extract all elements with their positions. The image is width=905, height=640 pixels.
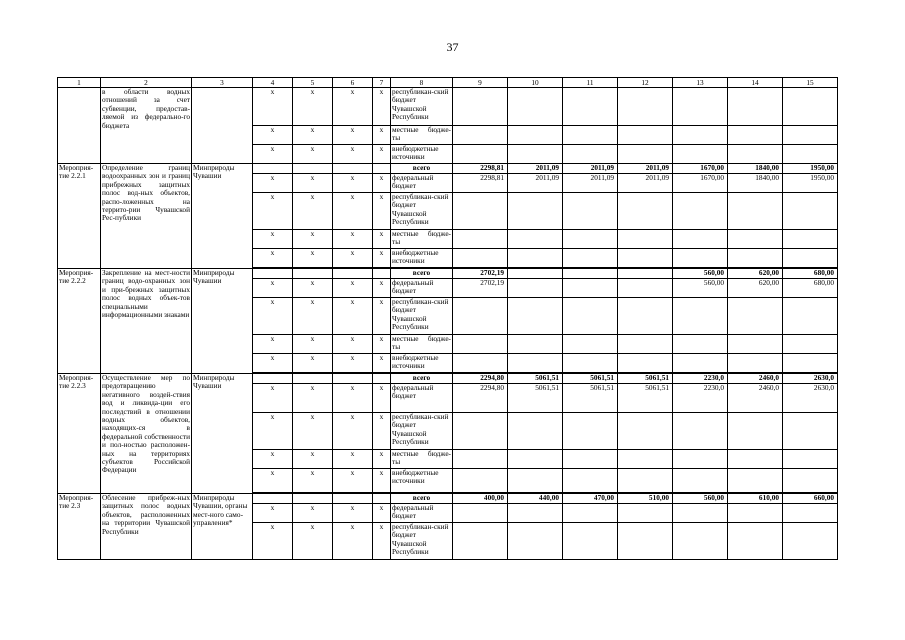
measure-description: Облесение прибреж-ных защитных полос водных объектов, расположенных на территории Чувашской Республики [101,494,192,560]
funding-source: внебюджетные источники [391,249,453,268]
funding-source: местные бюдже-ты [391,335,453,354]
table-row: x x x x федеральный бюджет 2702,19 560,00 620,00 680,00 [58,279,838,298]
table-row: x x x x республикан-ский бюджет Чувашской Республики [58,193,838,230]
table-row: x x x x республикан-ский бюджет Чувашской Республики [58,413,838,450]
table-row: Мероприя-тие 2.2.1 Определение границ водоохранных зон и границ прибрежных защитных полос вод-ных объектов, распо-ложенных на террито-рии Чувашской Рес-публики Минприроды Чувашии всего 2298,81 2011,09 2011,09 2011,09 1670,00 1840,00 1950,00 [58,164,838,174]
table-row: x x x x местные бюдже-ты [58,126,838,145]
table-row: в области водных отношений за счет субвенции, предостав-ляемой из федерально-го бюджета x x x x республикан-ский бюджет Чувашской Республики [58,88,838,126]
table-row: x x x x местные бюдже-ты [58,335,838,354]
header-cell: 7 [373,78,391,88]
table-row: x x x x федеральный бюджет [58,504,838,523]
funding-source: республикан-ский бюджет Чувашской Республики [391,193,453,230]
measure-executor: Минприроды Чувашии [192,374,253,494]
page-number: 37 [446,40,459,54]
header-cell: 13 [673,78,728,88]
funding-source: всего [391,269,453,279]
funding-source: местные бюдже-ты [391,450,453,469]
funding-source: местные бюдже-ты [391,126,453,145]
table-row: x x x x внебюджетные источники [58,249,838,268]
funding-source: внебюджетные источники [391,469,453,493]
header-cell: 4 [253,78,293,88]
funding-source: федеральный бюджет [391,174,453,193]
table-row: x x x x республикан-ский бюджет Чувашской Республики [58,523,838,560]
measure-code: Мероприя-тие 2.2.2 [58,269,101,374]
header-cell: 14 [728,78,783,88]
header-cell: 15 [783,78,838,88]
table-row: Мероприя-тие 2.2.3 Осуществление мер по предотвращению негативного воздей-ствия вод и ликвида-ции его последствий в отношении водных объектов, находящих-ся в федеральной собственности и пол-ностью расположен-ных на территориях субъектов Российской Федерации Минприроды Чувашии всего 2294,80 5061,51 5061,51 5061,51 2230,0 2460,0 2630,0 [58,374,838,384]
table-row: Мероприя-тие 2.3 Облесение прибреж-ных защитных полос водных объектов, расположенных на территории Чувашской Республики Минприроды Чувашии, органы мест-ного само-управления* всего 400,00 440,00 470,00 510,00 560,00 610,00 660,00 [58,494,838,504]
funding-source: республикан-ский бюджет Чувашской Республики [391,523,453,560]
table-row: x x x x внебюджетные источники [58,469,838,493]
funding-source: республикан-ский бюджет Чувашской Республики [391,413,453,450]
measure-description: Определение границ водоохранных зон и границ прибрежных защитных полос вод-ных объектов, распо-ложенных на террито-рии Чувашской Рес-публики [101,164,192,269]
table-row: x x x x внебюджетные источники [58,145,838,164]
funding-source: федеральный бюджет [391,384,453,413]
table-row: x x x x местные бюдже-ты [58,230,838,249]
funding-source: федеральный бюджет [391,504,453,523]
funding-source: федеральный бюджет [391,279,453,298]
funding-source: республикан-ский бюджет Чувашской Республики [391,88,453,126]
header-row [58,78,838,88]
funding-source: местные бюдже-ты [391,230,453,249]
measure-executor: Минприроды Чувашии [192,164,253,269]
funding-source: республикан-ский бюджет Чувашской Республики [391,298,453,335]
table-row: Мероприя-тие 2.2.2 Закрепление на мест-ности границ водо-охранных зон и при-брежных защитных полос водных объек-тов специальными информационными знаками Минприроды Чувашии всего 2702,19 560,00 620,00 680,00 [58,269,838,279]
measure-code: Мероприя-тие 2.2.3 [58,374,101,494]
header-cell: 6 [333,78,373,88]
budget-table [57,77,838,560]
header-cell: 8 [391,78,453,88]
table-row: x x x x внебюджетные источники [58,354,838,373]
header-cell: 9 [453,78,508,88]
measure-code: Мероприя-тие 2.2.1 [58,164,101,269]
measure-description: в области водных отношений за счет субвенции, предостав-ляемой из федерально-го бюджета [101,88,192,164]
header-cell: 12 [618,78,673,88]
table-row: x x x x республикан-ский бюджет Чувашской Республики [58,298,838,335]
table-row: x x x x местные бюдже-ты [58,450,838,469]
funding-source: всего [391,494,453,504]
measure-executor: Минприроды Чувашии [192,269,253,374]
measure-description: Закрепление на мест-ности границ водо-охранных зон и при-брежных защитных полос водных объек-тов специальными информационными знаками [101,269,192,374]
funding-source: внебюджетные источники [391,354,453,373]
funding-source: всего [391,164,453,174]
header-cell: 11 [563,78,618,88]
funding-source: всего [391,374,453,384]
measure-code: Мероприя-тие 2.3 [58,494,101,560]
table-row: x x x x федеральный бюджет 2298,81 2011,09 2011,09 2011,09 1670,00 1840,00 1950,00 [58,174,838,193]
header-cell: 3 [192,78,253,88]
header-cell: 2 [101,78,192,88]
header-cell: 10 [508,78,563,88]
header-cell: 5 [293,78,333,88]
table-row: x x x x федеральный бюджет 2294,80 5061,51 5061,51 5061,51 2230,0 2460,0 2630,0 [58,384,838,413]
measure-executor: Минприроды Чувашии, органы мест-ного само-управления* [192,494,253,560]
header-cell: 1 [58,78,101,88]
funding-source: внебюджетные источники [391,145,453,164]
measure-description: Осуществление мер по предотвращению негативного воздей-ствия вод и ликвида-ции его последствий в отношении водных объектов, находящих-ся в федеральной собственности и пол-ностью расположен-ных на территориях субъектов Российской Федерации [101,374,192,494]
